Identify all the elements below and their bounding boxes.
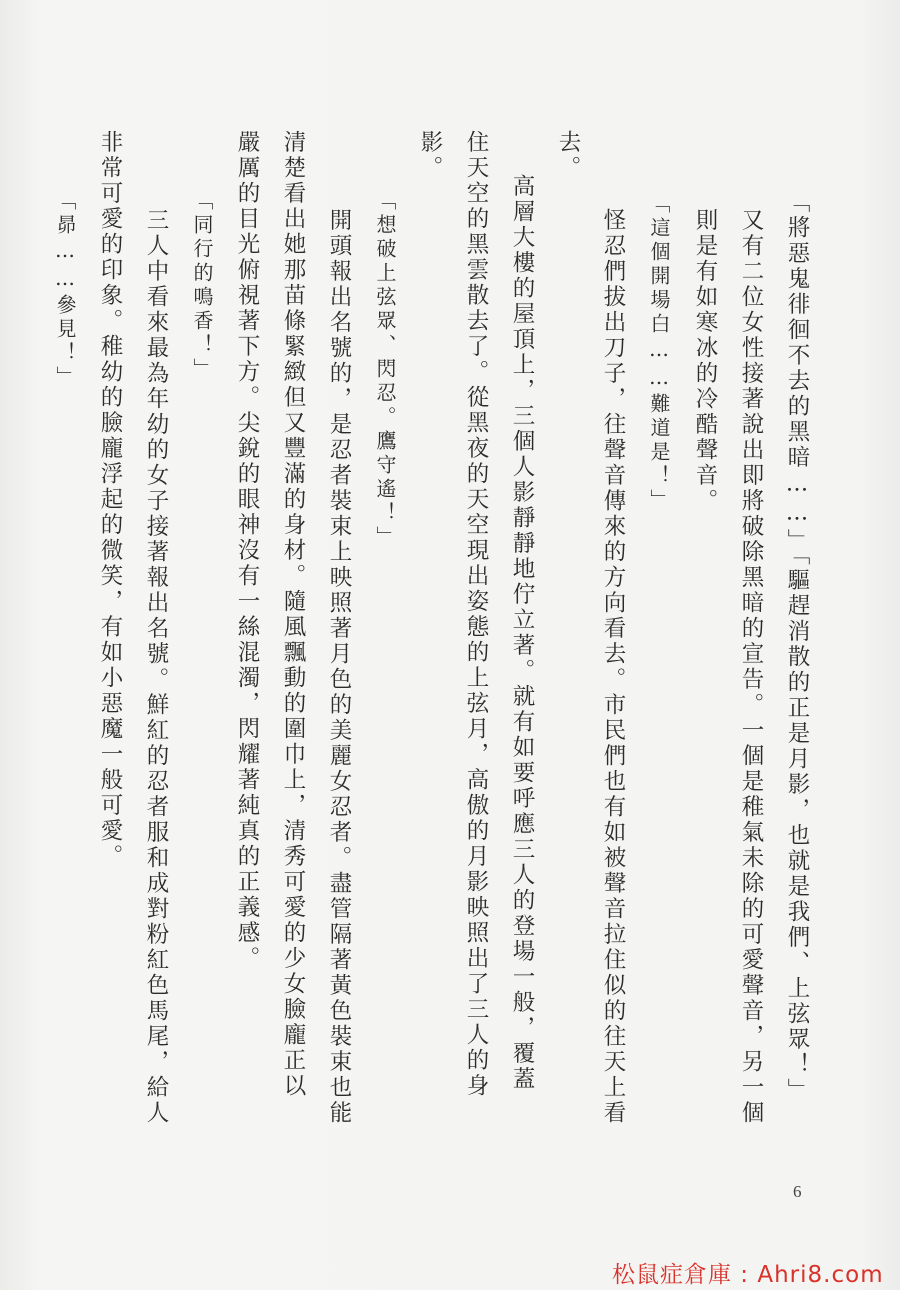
text-column-3: 則是有如寒冰的冷酷聲音。 <box>692 208 718 514</box>
text-column-14: 「同行的鳴香！」 <box>190 190 214 382</box>
text-column-12: 清楚看出她那苗條緊緻但又豐滿的身材。隨風飄動的圍巾上，清秀可愛的少女臉龐正以 <box>280 130 306 1099</box>
text-column-11: 開頭報出名號的，是忍者裝束上映照著月色的美麗女忍者。盡管隔著黃色裝束也能 <box>326 208 352 1126</box>
text-column-15: 三人中看來最為年幼的女子接著報出名號。鮮紅的忍者服和成對粉紅色馬尾，給人 <box>143 208 169 1126</box>
text-column-6: 去。 <box>555 130 581 181</box>
text-column-17: 「昴……參見！」 <box>53 190 77 390</box>
page-number: 6 <box>793 1182 802 1201</box>
text-column-1: 「將惡鬼徘徊不去的黑暗……」「驅趕消散的正是月影，也就是我們、上弦眾！」 <box>784 190 810 1104</box>
text-column-10: 「想破上弦眾、閃忍。鷹守遙！」 <box>373 190 397 550</box>
text-column-13: 嚴厲的目光俯視著下方。尖銳的眼神沒有一絲混濁，閃耀著純真的正義感。 <box>234 130 260 972</box>
text-column-2: 又有二位女性接著說出即將破除黑暗的宣告。一個是稚氣未除的可愛聲音，另一個 <box>738 208 764 1126</box>
text-column-8: 住天空的黑雲散去了。從黑夜的天空現出姿態的上弦月，高傲的月影映照出了三人的身 <box>463 130 489 1099</box>
text-column-7: 高層大樓的屋頂上，三個人影靜靜地佇立著。就有如要呼應三人的登場一般，覆蓋 <box>509 174 535 1092</box>
text-column-4: 「這個開場白……難道是！」 <box>647 193 671 513</box>
watermark: 松鼠症倉庫 : Ahri8.com <box>612 1262 884 1288</box>
text-column-16: 非常可愛的印象。稚幼的臉龐浮起的微笑，有如小惡魔一般可愛。 <box>97 130 123 870</box>
text-column-9: 影。 <box>417 130 443 181</box>
text-column-5: 怪忍們拔出刀子，往聲音傳來的方向看去。市民們也有如被聲音拉住似的往天上看 <box>600 208 626 1126</box>
